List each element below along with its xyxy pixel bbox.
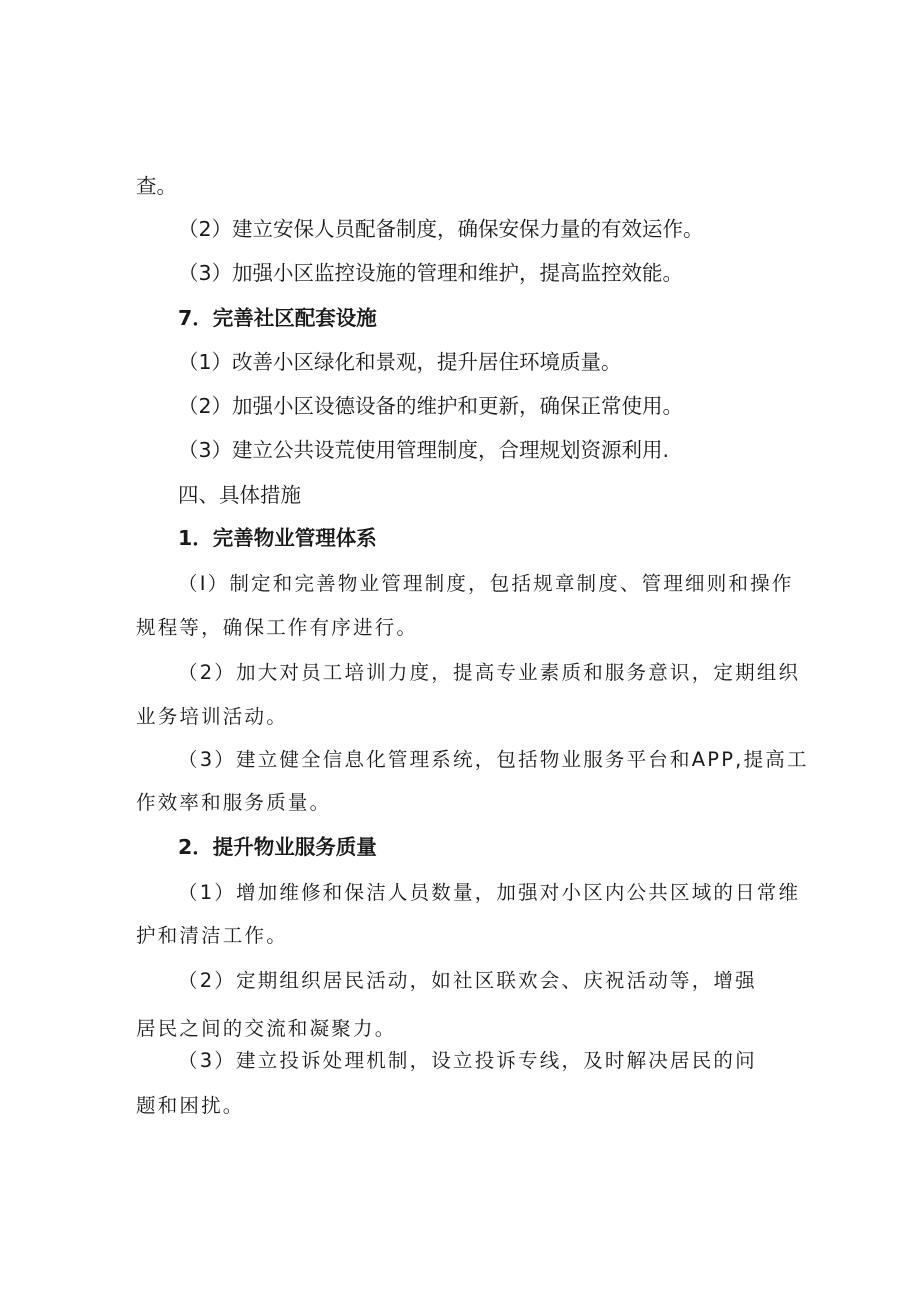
text-line: 作效率和服务质量。 [136,791,332,814]
section-heading: 2．提升物业服务质量 [178,835,377,859]
text-line: （3）建立公共设荒使用管理制度，合理规划资源利用. [178,438,670,462]
text-line: （2）建立安保人员配备制度，确保安保力量的有效运作。 [178,217,704,241]
text-line: （2）定期组织居民活动，如社区联欢会、庆祝活动等，增强 [178,969,757,992]
text-line: （1）改善小区绿化和景观，提升居住环境质量。 [178,350,622,374]
text-line: （3）建立健全信息化管理系统，包括物业服务平台和APP,提高工 [178,748,809,771]
text-line: （3）建立投诉处理机制，设立投诉专线，及时解决居民的问 [178,1049,757,1072]
text-line: 居民之间的交流和凝聚力。 [136,1017,397,1040]
text-line: （1）增加维修和保洁人员数量，加强对小区内公共区域的日常维 [178,881,801,904]
text-line: 护和清洁工作。 [136,924,288,947]
text-line: （3）加强小区监控设施的管理和维护，提高监控效能。 [178,261,684,285]
text-line: 业务培训活动。 [136,705,288,728]
chapter-heading: 四、具体措施 [178,483,301,507]
text-line: 规程等，确保工作有序进行。 [136,616,419,639]
text-line: （I）制定和完善物业管理制度，包括规章制度、管理细则和操作 [178,572,794,595]
text-line: 查。 [136,174,177,198]
section-heading: 1．完善物业管理体系 [178,526,377,550]
text-line: 题和困扰。 [136,1094,245,1117]
text-line: （2）加大对员工培训力度，提高专业素质和服务意识，定期组织 [178,661,801,684]
section-heading: 7．完善社区配套设施 [178,306,377,330]
text-line: （2）加强小区设德设备的维护和更新，确保正常使用。 [178,394,684,418]
